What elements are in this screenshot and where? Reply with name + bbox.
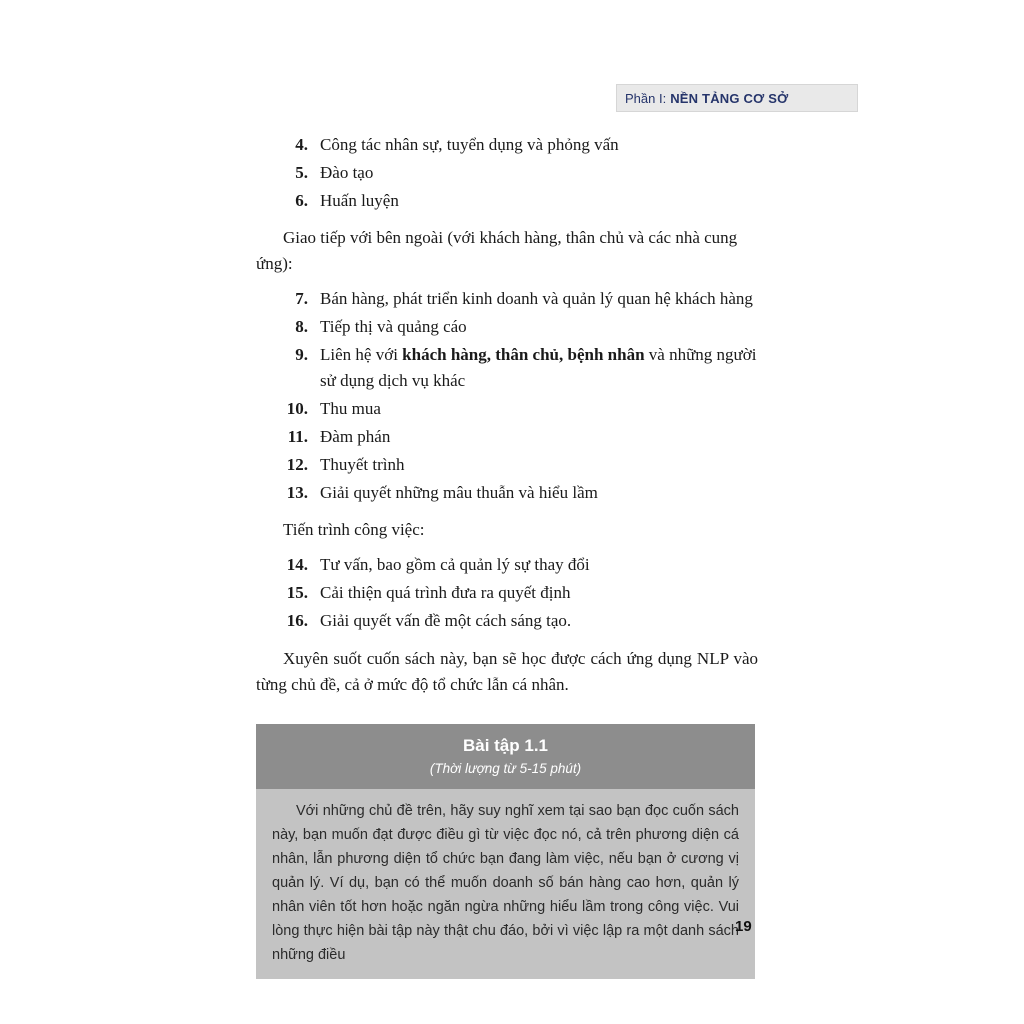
list-item-text-bold: khách hàng, thân chủ, bệnh nhân: [402, 345, 645, 364]
running-header: [616, 84, 858, 112]
list-item-text: Thuyết trình: [320, 455, 405, 474]
list-item-text: Giải quyết vấn đề một cách sáng tạo.: [320, 611, 572, 630]
exercise-title: Bài tập 1.1: [462, 736, 549, 755]
list-item: [256, 314, 758, 340]
exercise-header: [256, 724, 755, 789]
list-item-text: Đào tạo: [320, 163, 374, 182]
list-item-text-post: và những người sử dụng dịch vụ khác: [320, 345, 757, 390]
list-item: [256, 608, 758, 634]
list-item-text-pre: Liên hệ với: [320, 345, 403, 364]
part-label: Phần I:: [625, 90, 667, 106]
paragraph-external-communication: Giao tiếp với bên ngoài (với khách hàng, thân chủ và các nhà cung ứng):: [256, 228, 738, 273]
paragraph-work-process: Tiến trình công việc:: [283, 520, 425, 539]
list-item-number: 4.: [295, 135, 308, 154]
list-item-number: 8.: [295, 317, 308, 336]
list-item-number: 6.: [295, 191, 308, 210]
list-item-text: Đàm phán: [320, 427, 391, 446]
numbered-list-internal: [256, 132, 758, 214]
list-item: [256, 160, 758, 186]
list-item-number: 15.: [286, 583, 308, 602]
page-content: [256, 132, 758, 979]
list-item: [256, 452, 758, 478]
list-item-text: Huấn luyện: [320, 191, 399, 210]
list-item-number: 5.: [295, 163, 308, 182]
paragraph-summary: Xuyên suốt cuốn sách này, bạn sẽ học được cách ứng dụng NLP vào từng chủ đề, cả ở mức độ tổ chức lẫn cá nhân.: [256, 649, 758, 694]
list-item: [256, 552, 758, 578]
list-item-number: 12.: [286, 455, 308, 474]
list-item: [256, 188, 758, 214]
list-item-number: 13.: [286, 483, 308, 502]
exercise-duration: (Thời lượng từ 5-15 phút): [429, 761, 582, 776]
list-item: [256, 342, 758, 394]
list-item-number: 14.: [286, 555, 308, 574]
page-number: 19: [735, 918, 752, 935]
list-item-text: Bán hàng, phát triển kinh doanh và quản lý quan hệ khách hàng: [320, 289, 753, 308]
list-item-text: Giải quyết những mâu thuẫn và hiểu lầm: [320, 483, 598, 502]
list-item: [256, 480, 758, 506]
part-title: NỀN TẢNG CƠ SỞ: [670, 90, 789, 106]
list-item-text: Cải thiện quá trình đưa ra quyết định: [320, 583, 571, 602]
list-item-number: 10.: [286, 399, 308, 418]
list-item: [256, 424, 758, 450]
numbered-list-process: [256, 552, 758, 634]
list-item-number: 7.: [295, 289, 308, 308]
list-item-text: Thu mua: [320, 399, 381, 418]
list-item: [256, 396, 758, 422]
list-item-number: 11.: [287, 427, 308, 446]
list-item: [256, 132, 758, 158]
exercise-box: [256, 724, 755, 979]
list-item-number: 16.: [286, 611, 308, 630]
list-item: [256, 286, 758, 312]
list-item-number: 9.: [295, 345, 308, 364]
list-item-text: Tư vấn, bao gồm cả quản lý sự thay đổi: [320, 555, 590, 574]
list-item-text: Tiếp thị và quảng cáo: [320, 317, 467, 336]
exercise-body-text: Với những chủ đề trên, hãy suy nghĩ xem tại sao bạn đọc cuốn sách này, bạn muốn đạt được điều gì từ việc đọc nó, cả trên phương diện cá nhân, lẫn phương diện tổ chức bạn đang làm việc, nếu bạn ở cương vị quản lý. Ví dụ, bạn có thể muốn doanh số bán hàng cao hơn, quản lý nhân viên tốt hơn hoặc ngăn ngừa những hiểu lầm trong công việc. Vui lòng thực hiện bài tập này thật chu đáo, bởi vì việc lập ra một danh sách những điều: [256, 789, 755, 979]
list-item: [256, 580, 758, 606]
list-item-text: [320, 342, 758, 394]
list-item-text: Công tác nhân sự, tuyển dụng và phỏng vấn: [320, 135, 619, 154]
numbered-list-external: [256, 286, 758, 506]
